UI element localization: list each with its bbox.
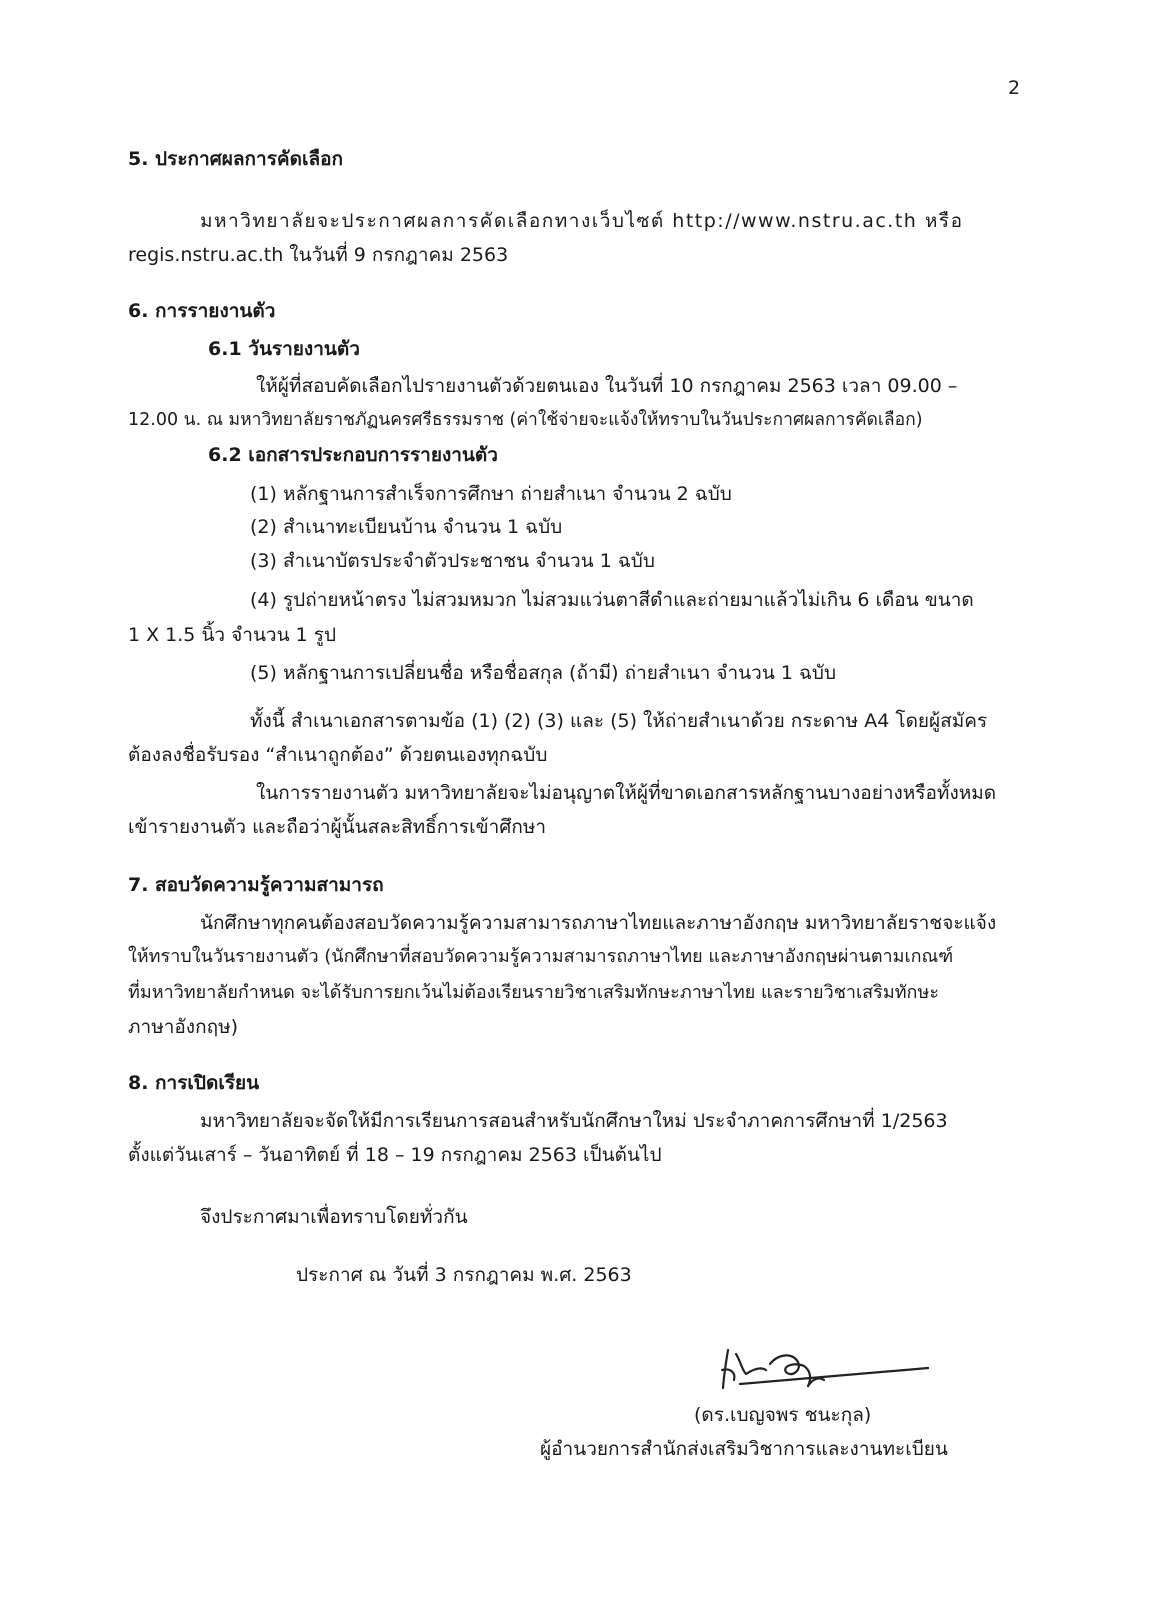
section-8-text-line: ตั้งแต่วันเสาร์ – วันอาทิตย์ ที่ 18 – 19 กรกฎาคม 2563 เป็นต้นไป: [128, 1144, 662, 1166]
section-6-1-heading: 6.1 วันรายงานตัว: [208, 338, 360, 360]
document-list-item: (3) สำเนาบัตรประจำตัวประชาชน จำนวน 1 ฉบับ: [250, 550, 655, 572]
document-list-item-continuation: 1 X 1.5 นิ้ว จำนวน 1 รูป: [128, 624, 337, 646]
section-7-text-line: นักศึกษาทุกคนต้องสอบวัดความรู้ความสามารถภาษาไทยและภาษาอังกฤษ มหาวิทยาลัยราชจะแจ้ง: [200, 912, 997, 934]
document-list-item: (1) หลักฐานการสำเร็จการศึกษา ถ่ายสำเนา จำนวน 2 ฉบับ: [250, 483, 732, 505]
section-6-note-line: ต้องลงชื่อรับรอง “สำเนาถูกต้อง” ด้วยตนเองทุกฉบับ: [128, 744, 548, 766]
section-6-1-text-line: 12.00 น. ณ มหาวิทยาลัยราชภัฏนครศรีธรรมราช (ค่าใช้จ่ายจะแจ้งให้ทราบในวันประกาศผลการคัดเลือก): [128, 410, 923, 430]
announcement-date: ประกาศ ณ วันที่ 3 กรกฎาคม พ.ศ. 2563: [296, 1264, 632, 1286]
section-7-text-line: ที่มหาวิทยาลัยกำหนด จะได้รับการยกเว้นไม่ต้องเรียนรายวิชาเสริมทักษะภาษาไทย และรายวิชาเสริมทักษะ: [128, 982, 939, 1003]
section-6-1-text-line: ให้ผู้ที่สอบคัดเลือกไปรายงานตัวด้วยตนเอง ในวันที่ 10 กรกฎาคม 2563 เวลา 09.00 –: [256, 375, 958, 397]
section-6-note-line: ทั้งนี้ สำเนาเอกสารตามข้อ (1) (2) (3) และ (5) ให้ถ่ายสำเนาด้วย กระดาษ A4 โดยผู้สมัคร: [250, 710, 988, 732]
closing-statement: จึงประกาศมาเพื่อทราบโดยทั่วกัน: [200, 1206, 468, 1228]
section-6-heading: 6. การรายงานตัว: [128, 300, 276, 322]
document-list-item: (4) รูปถ่ายหน้าตรง ไม่สวมหมวก ไม่สวมแว่นตาสีดำและถ่ายมาแล้วไม่เกิน 6 เดือน ขนาด: [250, 589, 974, 611]
signer-name: (ดร.เบญจพร ชนะกุล): [694, 1404, 872, 1426]
section-7-text-line: ให้ทราบในวันรายงานตัว (นักศึกษาที่สอบวัดความรู้ความสามารถภาษาไทย และภาษาอังกฤษผ่านตามเกณฑ์: [128, 946, 954, 967]
document-list-item: (5) หลักฐานการเปลี่ยนชื่อ หรือชื่อสกุล (ถ้ามี) ถ่ายสำเนา จำนวน 1 ฉบับ: [250, 662, 837, 684]
section-6-note-line: ในการรายงานตัว มหาวิทยาลัยจะไม่อนุญาตให้ผู้ที่ขาดเอกสารหลักฐานบางอย่างหรือทั้งหมด: [256, 782, 997, 804]
section-5-text-line: มหาวิทยาลัยจะประกาศผลการคัดเลือกทางเว็บไซต์ http://www.nstru.ac.th หรือ: [200, 210, 964, 232]
section-6-note-line: เข้ารายงานตัว และถือว่าผู้นั้นสละสิทธิ์การเข้าศึกษา: [128, 816, 547, 838]
section-5-text-line: regis.nstru.ac.th ในวันที่ 9 กรกฎาคม 2563: [128, 244, 509, 266]
section-7-heading: 7. สอบวัดความรู้ความสามารถ: [128, 874, 384, 896]
section-8-heading: 8. การเปิดเรียน: [128, 1072, 260, 1094]
signer-title: ผู้อำนวยการสำนักส่งเสริมวิชาการและงานทะเบียน: [540, 1438, 948, 1460]
section-6-2-heading: 6.2 เอกสารประกอบการรายงานตัว: [208, 444, 498, 466]
section-7-text-line: ภาษาอังกฤษ): [128, 1016, 239, 1038]
section-8-text-line: มหาวิทยาลัยจะจัดให้มีการเรียนการสอนสำหรับนักศึกษาใหม่ ประจำภาคการศึกษาที่ 1/2563: [200, 1110, 948, 1132]
document-list-item: (2) สำเนาทะเบียนบ้าน จำนวน 1 ฉบับ: [250, 516, 563, 538]
handwritten-signature: [700, 1340, 940, 1410]
section-5-heading: 5. ประกาศผลการคัดเลือก: [128, 148, 344, 170]
page-number: 2: [1008, 77, 1021, 99]
